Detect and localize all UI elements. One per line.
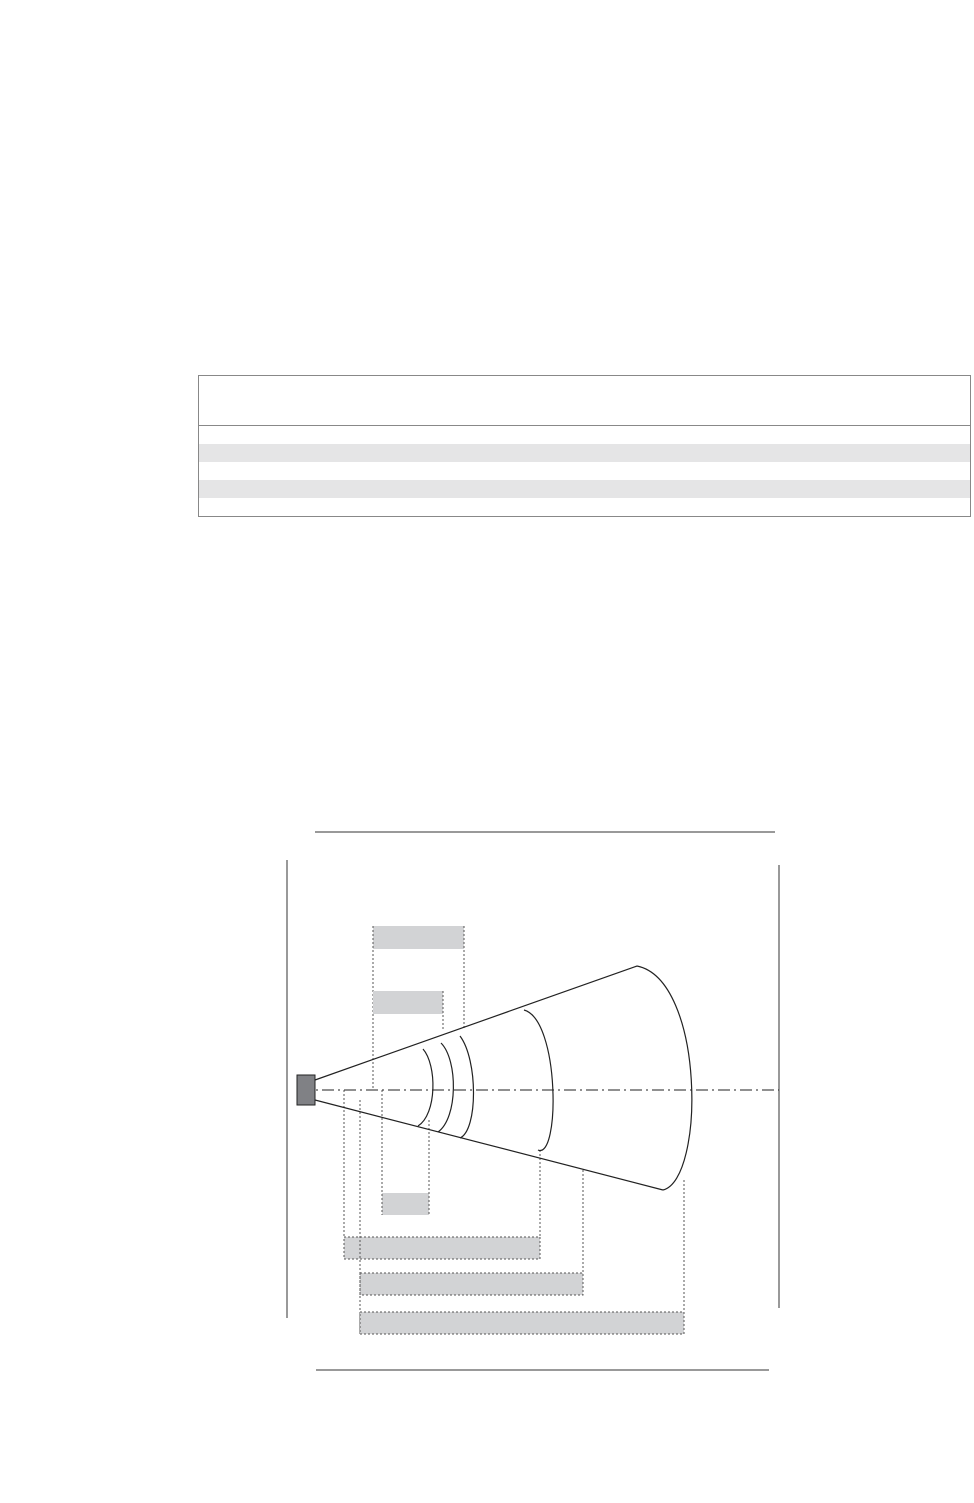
datamatrix-range-bar bbox=[373, 926, 464, 949]
range-arc-20mil bbox=[524, 1010, 553, 1151]
code39-5mil-range-bar bbox=[382, 1193, 429, 1215]
code39-20mil-range-bar bbox=[360, 1312, 684, 1334]
cone-lower-edge bbox=[315, 1100, 663, 1190]
range-arc-10mil bbox=[460, 1036, 474, 1138]
code39-10mil-range-bar bbox=[344, 1237, 540, 1259]
cone-outer-arc bbox=[637, 966, 692, 1190]
range-arc-8mil bbox=[438, 1043, 453, 1132]
scan-engine-icon bbox=[297, 1075, 315, 1105]
upc-range-bar bbox=[360, 1273, 583, 1295]
range-bars bbox=[344, 926, 684, 1335]
scan-cone bbox=[315, 966, 692, 1190]
cone-upper-edge bbox=[315, 966, 637, 1080]
pdf417-range-bar bbox=[373, 991, 443, 1014]
range-arc-5mil bbox=[418, 1049, 433, 1126]
